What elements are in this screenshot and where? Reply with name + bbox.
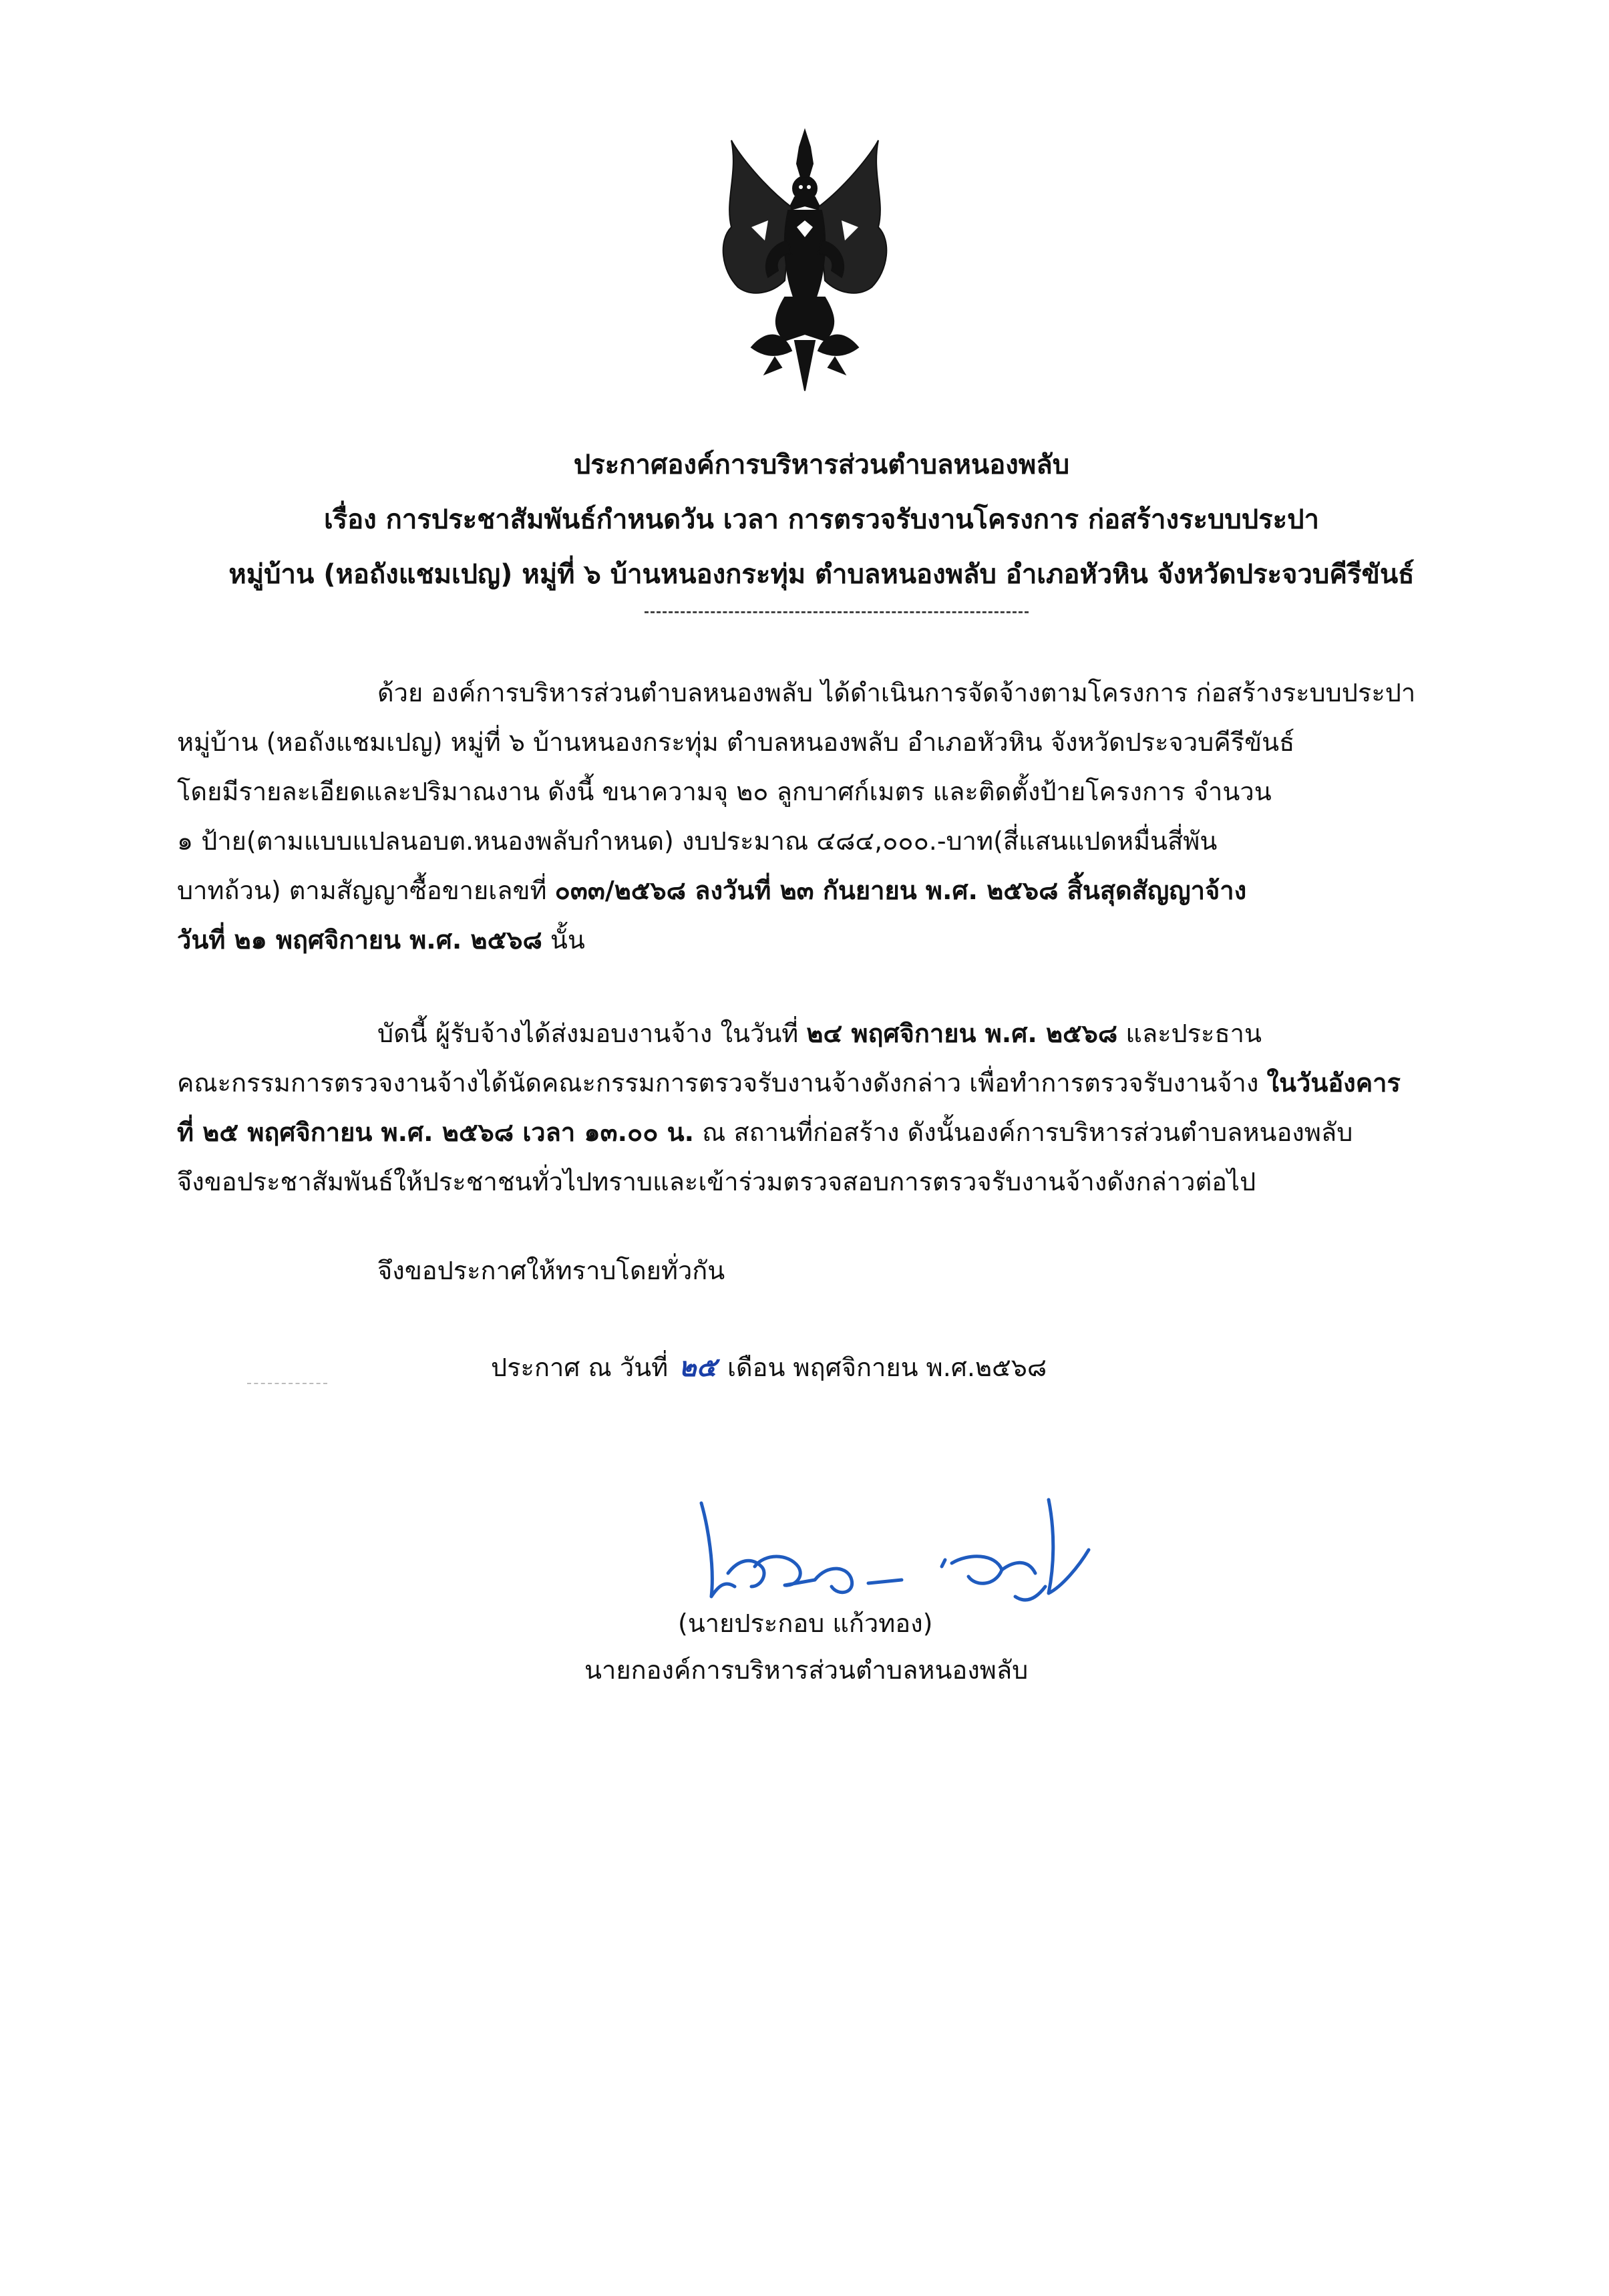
announcement-dateline	[491, 1343, 1047, 1392]
paragraph-1-line-2: หมู่บ้าน (หอถังแชมเปญ) หมู่ที่ ๖ บ้านหนองกระทุ่ม ตำบลหนองพลับ อำเภอหัวหิน จังหวัดประจวบคีรีขันธ์	[177, 727, 1295, 757]
inspection-day: ในวันอังคาร	[1266, 1068, 1401, 1098]
scan-mark	[247, 1383, 327, 1384]
paragraph-1-line-3: โดยมีรายละเอียดและปริมาณงาน ดังนี้ ขนาความจุ ๒๐ ลูกบาศก์เมตร และติดตั้งป้ายโครงการ จำนวน	[177, 777, 1272, 806]
garuda-emblem-icon	[711, 127, 898, 394]
paragraph-2-line-3-text: ณ สถานที่ก่อสร้าง ดังนั้นองค์การบริหารส่วนตำบลหนองพลับ	[694, 1118, 1353, 1147]
header-divider	[645, 611, 1029, 613]
paragraph-1-line-6-text: นั้น	[542, 925, 585, 955]
signer-name: (นายประกอบ แก้วทอง)	[678, 1609, 933, 1638]
paragraph-2-line-2-text: คณะกรรมการตรวจงานจ้างได้นัดคณะกรรมการตรวจรับงานจ้างดังกล่าว เพื่อทำการตรวจรับงานจ้าง	[177, 1068, 1267, 1098]
paragraph-2-line-1-text-a: บัดนี้ ผู้รับจ้างได้ส่งมอบงานจ้าง ในวันที่	[377, 1019, 807, 1048]
paragraph-2-line-2	[177, 1058, 1489, 1108]
paragraph-2-line-4: จึงขอประชาสัมพันธ์ให้ประชาชนทั่วไปทราบและเข้าร่วมตรวจสอบการตรวจรับงานจ้างดังกล่าวต่อไป	[177, 1167, 1256, 1196]
paragraph-1	[177, 668, 1489, 965]
handwritten-day: ๒๕	[679, 1352, 717, 1383]
header-location-line: หมู่บ้าน (หอถังแชมเปญ) หมู่ที่ ๖ บ้านหนองกระทุ่ม ตำบลหนองพลับ อำเภอหัวหิน จังหวัดประจวบคีรีขันธ์	[228, 559, 1415, 590]
dateline-prefix: ประกาศ ณ วันที่	[491, 1353, 677, 1382]
paragraph-2-line-3	[177, 1108, 1489, 1157]
header-line-1: ประกาศองค์การบริหารส่วนตำบลหนองพลับ	[573, 450, 1070, 480]
paragraph-2-line-1	[177, 1009, 1489, 1058]
paragraph-1-line-4: ๑ ป้าย(ตามแบบแปลนอบต.หนองพลับกำหนด) งบประมาณ ๔๘๔,๐๐๐.-บาท(สี่แสนแปดหมื่นสี่พัน	[177, 826, 1218, 856]
announcement-header	[167, 438, 1476, 602]
inspection-date-time: ที่ ๒๕ พฤศจิกายน พ.ศ. ๒๕๖๘ เวลา ๑๓.๐๐ น.	[177, 1118, 695, 1147]
contract-end-date: วันที่ ๒๑ พฤศจิกายน พ.ศ. ๒๕๖๘	[177, 925, 542, 955]
dateline-suffix: เดือน พฤศจิกายน พ.ศ.๒๕๖๘	[719, 1353, 1047, 1382]
paragraph-1-line-5	[177, 866, 1489, 915]
paragraph-1-line-6	[177, 915, 1489, 965]
contract-details: ๐๓๓/๒๕๖๘ ลงวันที่ ๒๓ กันยายน พ.ศ. ๒๕๖๘ สิ้นสุดสัญญาจ้าง	[554, 876, 1247, 905]
handwritten-signature-icon	[688, 1486, 1115, 1620]
header-subject-line: เรื่อง การประชาสัมพันธ์กำหนดวัน เวลา การตรวจรับงานโครงการ ก่อสร้างระบบประปา	[324, 504, 1319, 535]
paragraph-1-line-1: ด้วย องค์การบริหารส่วนตำบลหนองพลับ ได้ดำเนินการจัดจ้างตามโครงการ ก่อสร้างระบบประปา	[377, 678, 1416, 707]
paragraph-2	[177, 1009, 1489, 1206]
delivery-date: ๒๔ พฤศจิกายน พ.ศ. ๒๕๖๘	[806, 1019, 1118, 1048]
paragraph-2-line-1-text-b: และประธาน	[1117, 1019, 1262, 1048]
signer-title: นายกองค์การบริหารส่วนตำบลหนองพลับ	[584, 1655, 1029, 1685]
closing-statement: จึงขอประกาศให้ทราบโดยทั่วกัน	[377, 1256, 725, 1285]
paragraph-1-line-5-text: บาทถ้วน) ตามสัญญาซื้อขายเลขที่	[177, 876, 555, 905]
